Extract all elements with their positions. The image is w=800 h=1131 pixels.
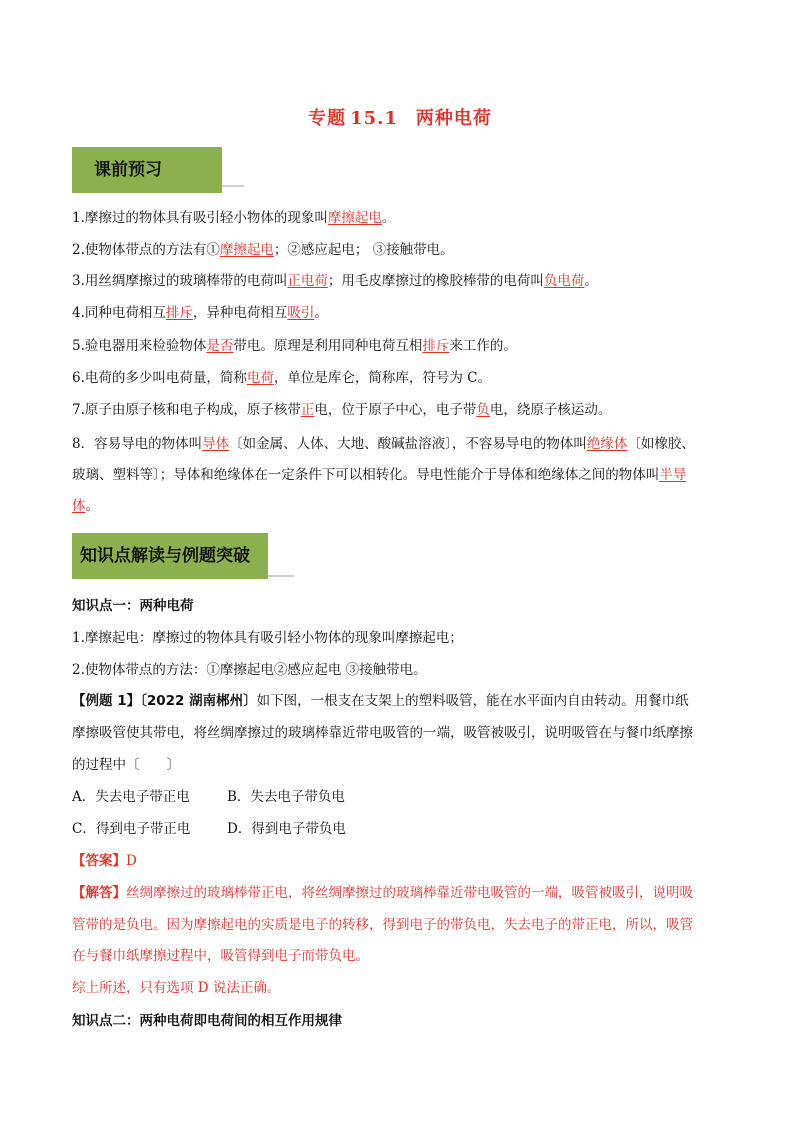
- option-b: B．失去电子带负电: [227, 789, 345, 805]
- answer-blank: 半导: [659, 467, 687, 483]
- title-prefix: 专题: [308, 108, 347, 129]
- section-banner-knowledge: [72, 533, 268, 579]
- banner-divider: [222, 185, 244, 187]
- option-a: A．失去电子带正电: [72, 789, 190, 805]
- title-name: 两种电荷: [415, 108, 492, 129]
- example-question-line3: 的过程中〔 〕: [72, 757, 180, 773]
- answer-blank: 体: [72, 498, 86, 514]
- answer-blank: 绝缘体: [586, 436, 628, 452]
- answer-tag: 【答案】: [72, 853, 126, 869]
- answer-blank: 导体: [202, 436, 230, 452]
- answer-blank: 摩擦起电: [327, 210, 382, 226]
- option-row: [72, 787, 732, 807]
- preview-item: 5.验电器用来检验物体是否带电。原理是利用同种电荷互相排斥来工作的。: [72, 338, 517, 354]
- analysis-line1: 【解答】丝绸摩擦过的玻璃棒带正电，将丝绸摩擦过的玻璃棒靠近带电吸管的一端，吸管被吸引，说明吸: [72, 885, 693, 901]
- banner-divider: [268, 575, 294, 577]
- preview-item-8-line2: 玻璃、塑料等〕；导体和绝缘体在一定条件下可以相转化。导电性能介于导体和绝缘体之间的物体叫半导: [72, 467, 687, 483]
- answer-blank: 负: [476, 402, 490, 418]
- section-banner-preview: [72, 147, 222, 193]
- option-c: C．得到电子带正电: [72, 821, 191, 837]
- preview-item: 3.用丝绸摩擦过的玻璃棒带的电荷叫正电荷；用毛皮摩擦过的橡胶棒带的电荷叫负电荷。: [72, 273, 598, 289]
- option-d: D．得到电子带负电: [227, 821, 346, 837]
- preview-item: 7.原子由原子核和电子构成，原子核带正电，位于原子中心，电子带负电，绕原子核运动。: [72, 402, 612, 418]
- preview-item-8-line3: 体。: [72, 498, 99, 514]
- section-banner-label: 课前预习: [94, 160, 162, 180]
- answer-blank: 摩擦起电: [219, 242, 274, 258]
- title-number: 15.1: [350, 108, 398, 129]
- preview-item-8-line1: 8．容易导电的物体叫导体〔如金属、人体、大地、酸碱盐溶液〕，不容易导电的物体叫绝缘体〔如橡胶、: [72, 436, 695, 452]
- analysis-tag: 【解答】: [72, 885, 126, 901]
- example-question-line2: 摩擦吸管使其带电，将丝绸摩擦过的玻璃棒靠近带电吸管的一端，吸管被吸引，说明吸管在与餐巾纸摩擦: [72, 725, 693, 741]
- answer-value: D: [126, 853, 137, 869]
- answer-blank: 电荷: [246, 370, 274, 386]
- answer-blank: 是否: [206, 338, 234, 354]
- answer-line: [72, 851, 732, 871]
- answer-blank: 负电荷: [543, 273, 585, 289]
- section-banner-label: 知识点解读与例题突破: [80, 546, 250, 566]
- knowledge-line: 1.摩擦起电：摩擦过的物体具有吸引轻小物体的现象叫摩擦起电；: [72, 630, 463, 646]
- option-row: [72, 819, 732, 839]
- answer-blank: 吸引: [287, 305, 315, 321]
- knowledge-heading: 知识点二：两种电荷即电荷间的相互作用规律: [72, 1013, 342, 1029]
- preview-item: 1.摩擦过的物体具有吸引轻小物体的现象叫摩擦起电。: [72, 210, 396, 226]
- answer-blank: 正: [300, 402, 315, 418]
- example-question-line1: 【例题 1】〔2022 湖南郴州〕如下图，一根支在支架上的塑料吸管，能在水平面内自由转动。用餐巾纸: [72, 693, 689, 709]
- preview-item: 6.电荷的多少叫电荷量，简称电荷，单位是库仑，简称库，符号为 C。: [72, 370, 492, 386]
- example-source: 〔2022 湖南郴州〕: [140, 693, 257, 709]
- analysis-line2: 管带的是负电。因为摩擦起电的实质是电子的转移，得到电子的带负电，失去电子的带正电，所以，吸管: [72, 917, 693, 933]
- knowledge-line: 2.使物体带点的方法：①摩擦起电②感应起电 ③接触带电。: [72, 662, 427, 678]
- answer-blank: 排斥: [422, 338, 450, 354]
- page-title: [0, 104, 800, 130]
- answer-blank: 正电荷: [287, 273, 328, 289]
- preview-item: 4.同种电荷相互排斥，异种电荷相互吸引。: [72, 305, 328, 321]
- analysis-line3: 在与餐巾纸摩擦过程中，吸管得到电子而带负电。: [72, 948, 369, 964]
- analysis-conclusion: 综上所述，只有选项 D 说法正确。: [72, 980, 281, 996]
- knowledge-heading: 知识点一：两种电荷: [72, 598, 194, 614]
- answer-blank: 排斥: [165, 305, 193, 321]
- example-tag: 【例题 1】: [72, 693, 141, 709]
- preview-item: 2.使物体带点的方法有①摩擦起电；②感应起电； ③接触带电。: [72, 242, 454, 258]
